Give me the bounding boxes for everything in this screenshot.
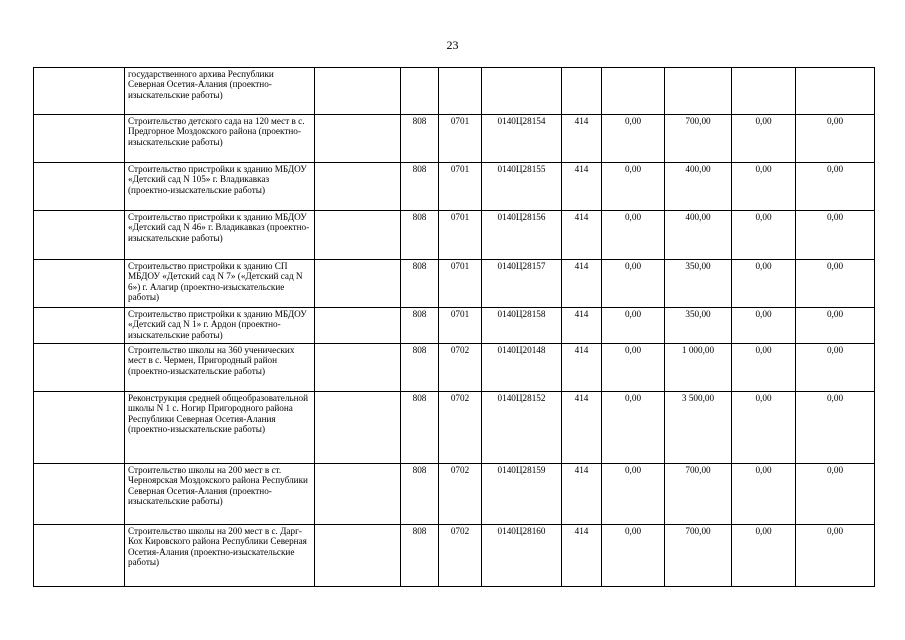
cell-target-article: 0140Ц28155: [482, 163, 562, 211]
cell-sum-3: 0,00: [732, 525, 796, 587]
table-row: [34, 525, 875, 587]
cell-ved: 808: [401, 525, 439, 587]
budget-table: [33, 67, 875, 587]
cell-blank: [315, 525, 401, 587]
cell-section: 0701: [439, 163, 482, 211]
cell-number: [34, 525, 125, 587]
cell-expense-type: 414: [562, 115, 602, 163]
cell-sum-1: 0,00: [602, 464, 665, 525]
cell-blank: [315, 260, 401, 308]
table-row: [34, 68, 875, 115]
table-row: [34, 211, 875, 260]
cell-sum-1: 0,00: [602, 163, 665, 211]
cell-expense-type: 414: [562, 211, 602, 260]
cell-description: Строительство школы на 200 мест в ст. Черноярская Моздокского района Республики Северная Осетия-Алания (проектно-изыскательские работы): [125, 464, 315, 525]
cell-sum-3: 0,00: [732, 392, 796, 464]
cell-blank: [315, 308, 401, 344]
cell-blank: [315, 344, 401, 392]
cell-blank: [315, 392, 401, 464]
cell-number: [34, 163, 125, 211]
cell-expense-type: 414: [562, 525, 602, 587]
cell-expense-type: 414: [562, 163, 602, 211]
cell-expense-type: 414: [562, 344, 602, 392]
cell-sum-3: 0,00: [732, 163, 796, 211]
cell-sum-1: 0,00: [602, 344, 665, 392]
cell-description: Строительство пристройки к зданию МБДОУ «Детский сад N 105» г. Владикавказ (проектно-изыскательские работы): [125, 163, 315, 211]
cell-number: [34, 308, 125, 344]
cell-sum-2: 700,00: [665, 464, 732, 525]
cell-sum-2: 700,00: [665, 115, 732, 163]
cell-sum-1: 0,00: [602, 392, 665, 464]
cell-description: Реконструкция средней общеобразовательной школы N 1 с. Ногир Пригородного района Республики Северная Осетия-Алания (проектно-изыскательские работы): [125, 392, 315, 464]
cell-sum-2: 400,00: [665, 211, 732, 260]
cell-number: [34, 211, 125, 260]
cell-sum-4: 0,00: [796, 344, 875, 392]
cell-sum-1: 0,00: [602, 211, 665, 260]
cell-number: [34, 392, 125, 464]
cell-ved: 808: [401, 392, 439, 464]
cell-sum-3: 0,00: [732, 308, 796, 344]
cell-sum-1: 0,00: [602, 260, 665, 308]
cell-ved: 808: [401, 163, 439, 211]
cell-number: [34, 464, 125, 525]
cell-section: 0701: [439, 260, 482, 308]
cell-sum-3: 0,00: [732, 464, 796, 525]
cell-sum-4: 0,00: [796, 308, 875, 344]
cell-sum-1: [602, 68, 665, 115]
cell-ved: 808: [401, 344, 439, 392]
cell-sum-4: [796, 68, 875, 115]
cell-sum-1: 0,00: [602, 525, 665, 587]
cell-number: [34, 344, 125, 392]
cell-sum-4: 0,00: [796, 115, 875, 163]
cell-number: [34, 260, 125, 308]
cell-target-article: 0140Ц28157: [482, 260, 562, 308]
cell-sum-4: 0,00: [796, 211, 875, 260]
table-body: [34, 68, 875, 587]
cell-blank: [315, 163, 401, 211]
cell-sum-4: 0,00: [796, 525, 875, 587]
cell-section: 0702: [439, 464, 482, 525]
cell-ved: 808: [401, 211, 439, 260]
cell-sum-2: [665, 68, 732, 115]
table-row: [34, 115, 875, 163]
cell-expense-type: 414: [562, 260, 602, 308]
cell-blank: [315, 115, 401, 163]
page-number: 23: [446, 38, 459, 52]
cell-expense-type: 414: [562, 464, 602, 525]
cell-blank: [315, 464, 401, 525]
cell-description: Строительство детского сада на 120 мест в с. Предгорное Моздокского района (проектно-изыскательские работы): [125, 115, 315, 163]
table-row: [34, 392, 875, 464]
table-row: [34, 344, 875, 392]
cell-sum-2: 400,00: [665, 163, 732, 211]
cell-ved: 808: [401, 464, 439, 525]
cell-target-article: 0140Ц28154: [482, 115, 562, 163]
cell-number: [34, 68, 125, 115]
cell-section: 0702: [439, 392, 482, 464]
cell-target-article: 0140Ц28159: [482, 464, 562, 525]
cell-sum-3: 0,00: [732, 115, 796, 163]
cell-number: [34, 115, 125, 163]
cell-sum-1: 0,00: [602, 115, 665, 163]
cell-sum-3: [732, 68, 796, 115]
table-row: [34, 308, 875, 344]
cell-section: 0701: [439, 308, 482, 344]
cell-ved: 808: [401, 308, 439, 344]
cell-blank: [315, 211, 401, 260]
cell-description: государственного архива Республики Северная Осетия-Алания (проектно-изыскательские работы): [125, 68, 315, 115]
cell-description: Строительство школы на 360 ученических мест в с. Чермен, Пригородный район (проектно-изыскательские работы): [125, 344, 315, 392]
cell-expense-type: 414: [562, 392, 602, 464]
cell-section: 0702: [439, 344, 482, 392]
cell-sum-3: 0,00: [732, 344, 796, 392]
table-row: [34, 260, 875, 308]
cell-sum-4: 0,00: [796, 392, 875, 464]
cell-description: Строительство школы на 200 мест в с. Дарг-Кох Кировского района Республики Северная Осетия-Алания (проектно-изыскательские работы): [125, 525, 315, 587]
cell-blank: [315, 68, 401, 115]
cell-sum-1: 0,00: [602, 308, 665, 344]
cell-expense-type: [562, 68, 602, 115]
cell-sum-4: 0,00: [796, 163, 875, 211]
cell-target-article: [482, 68, 562, 115]
cell-section: 0701: [439, 115, 482, 163]
cell-ved: 808: [401, 115, 439, 163]
cell-target-article: 0140Ц28158: [482, 308, 562, 344]
cell-sum-3: 0,00: [732, 260, 796, 308]
cell-expense-type: 414: [562, 308, 602, 344]
cell-description: Строительство пристройки к зданию МБДОУ «Детский сад N 46» г. Владикавказ (проектно-изыскательские работы): [125, 211, 315, 260]
cell-section: 0701: [439, 211, 482, 260]
cell-ved: [401, 68, 439, 115]
cell-target-article: 0140Ц20148: [482, 344, 562, 392]
cell-section: [439, 68, 482, 115]
table-row: [34, 464, 875, 525]
cell-target-article: 0140Ц28152: [482, 392, 562, 464]
cell-sum-4: 0,00: [796, 464, 875, 525]
cell-target-article: 0140Ц28160: [482, 525, 562, 587]
cell-sum-2: 3 500,00: [665, 392, 732, 464]
cell-sum-4: 0,00: [796, 260, 875, 308]
cell-sum-2: 1 000,00: [665, 344, 732, 392]
cell-target-article: 0140Ц28156: [482, 211, 562, 260]
cell-sum-2: 350,00: [665, 260, 732, 308]
cell-description: Строительство пристройки к зданию СП МБДОУ «Детский сад N 7» («Детский сад N 6») г. Алагир (проектно-изыскательские работы): [125, 260, 315, 308]
cell-sum-3: 0,00: [732, 211, 796, 260]
cell-sum-2: 700,00: [665, 525, 732, 587]
table-row: [34, 163, 875, 211]
cell-section: 0702: [439, 525, 482, 587]
cell-ved: 808: [401, 260, 439, 308]
cell-description: Строительство пристройки к зданию МБДОУ «Детский сад N 1» г. Ардон (проектно-изыскательские работы): [125, 308, 315, 344]
cell-sum-2: 350,00: [665, 308, 732, 344]
